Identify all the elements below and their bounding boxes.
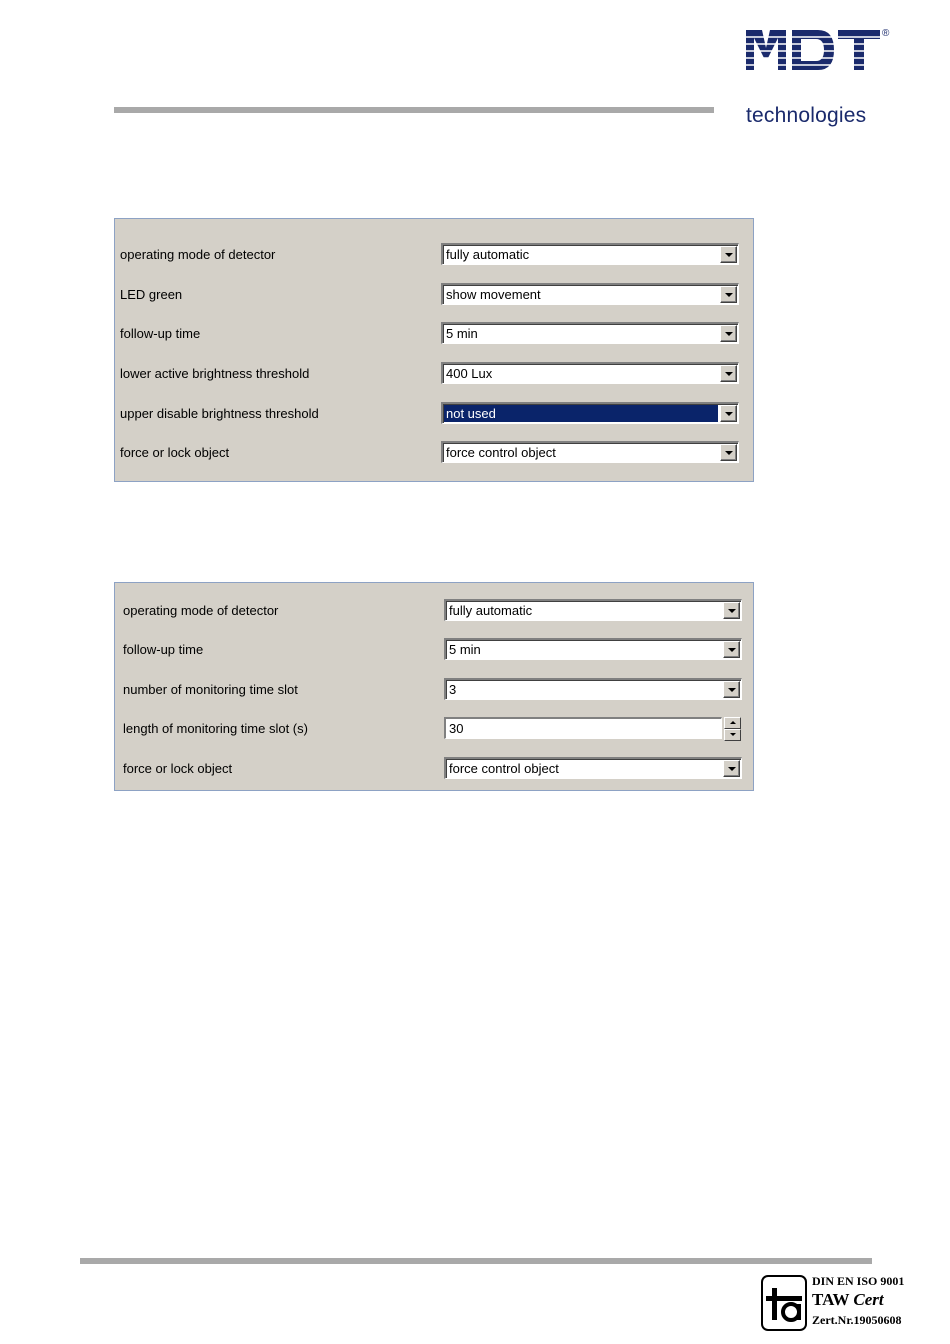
chevron-down-icon[interactable]: [720, 444, 737, 461]
chevron-down-icon[interactable]: [723, 681, 740, 698]
select-value: force control object: [449, 761, 559, 776]
cert-name: [812, 1290, 884, 1310]
param-row: [115, 441, 753, 465]
param-row: [115, 243, 753, 267]
registered-mark: ®: [882, 28, 890, 39]
chevron-down-icon[interactable]: [720, 325, 737, 342]
monitoring-slot-count-select[interactable]: [444, 678, 742, 700]
param-label: operating mode of detector: [123, 603, 279, 618]
footer-rule: [80, 1258, 872, 1264]
select-value: fully automatic: [446, 247, 530, 262]
follow-up-time-select[interactable]: [444, 638, 742, 660]
chevron-down-icon[interactable]: [720, 246, 737, 263]
param-label: force or lock object: [120, 445, 230, 460]
certification-mark: [760, 1274, 930, 1334]
cert-name-taw: TAW: [812, 1290, 850, 1309]
operating-mode-select[interactable]: [444, 599, 742, 621]
param-row: [115, 757, 753, 781]
force-lock-object-select[interactable]: [441, 441, 739, 463]
select-value: fully automatic: [449, 603, 533, 618]
cert-name-cert: Cert: [853, 1290, 884, 1309]
header-rule: [114, 107, 714, 113]
cert-number: Zert.Nr.19050608: [812, 1313, 902, 1327]
param-label: follow-up time: [120, 326, 201, 341]
parameter-panel-1: [114, 218, 754, 482]
monitoring-slot-length-spinner[interactable]: [444, 717, 722, 739]
chevron-down-icon[interactable]: [723, 602, 740, 619]
select-value: not used: [444, 405, 718, 422]
param-label: lower active brightness threshold: [120, 366, 310, 381]
mdt-logo-mark: [744, 28, 882, 72]
spinner-buttons: [724, 717, 741, 741]
select-value: 400 Lux: [446, 366, 493, 381]
operating-mode-select[interactable]: [441, 243, 739, 265]
spinner-value: 30: [449, 721, 464, 736]
chevron-down-icon[interactable]: [720, 365, 737, 382]
logo-text: technologies: [746, 104, 867, 127]
chevron-down-icon[interactable]: [723, 641, 740, 658]
chevron-down-icon[interactable]: [720, 405, 737, 422]
select-value: show movement: [446, 287, 541, 302]
select-value: 3: [449, 682, 457, 697]
force-lock-object-select[interactable]: [444, 757, 742, 779]
param-label: follow-up time: [123, 642, 204, 657]
lower-brightness-threshold-select[interactable]: [441, 362, 739, 384]
led-green-select[interactable]: [441, 283, 739, 305]
param-label: upper disable brightness threshold: [120, 406, 319, 421]
param-label: force or lock object: [123, 761, 233, 776]
spin-down-icon[interactable]: [724, 729, 741, 741]
param-label: number of monitoring time slot: [123, 682, 298, 697]
chevron-down-icon[interactable]: [723, 760, 740, 777]
upper-brightness-threshold-select[interactable]: [441, 402, 739, 424]
param-row: [115, 402, 753, 426]
select-value: force control object: [446, 445, 556, 460]
param-row: [115, 678, 753, 702]
taw-cert-badge-icon: [760, 1274, 808, 1332]
param-row: [115, 717, 753, 741]
param-row: [115, 362, 753, 386]
chevron-down-icon[interactable]: [720, 286, 737, 303]
cert-standard: DIN EN ISO 9001: [812, 1274, 905, 1288]
select-value: 5 min: [449, 642, 481, 657]
follow-up-time-select[interactable]: [441, 322, 739, 344]
param-row: [115, 283, 753, 307]
param-row: [115, 322, 753, 346]
spin-up-icon[interactable]: [724, 717, 741, 729]
param-label: LED green: [120, 287, 183, 302]
select-value: 5 min: [446, 326, 478, 341]
param-row: [115, 638, 753, 662]
param-label: length of monitoring time slot (s): [123, 721, 308, 736]
param-label: operating mode of detector: [120, 247, 276, 262]
parameter-panel-2: [114, 582, 754, 791]
param-row: [115, 599, 753, 623]
